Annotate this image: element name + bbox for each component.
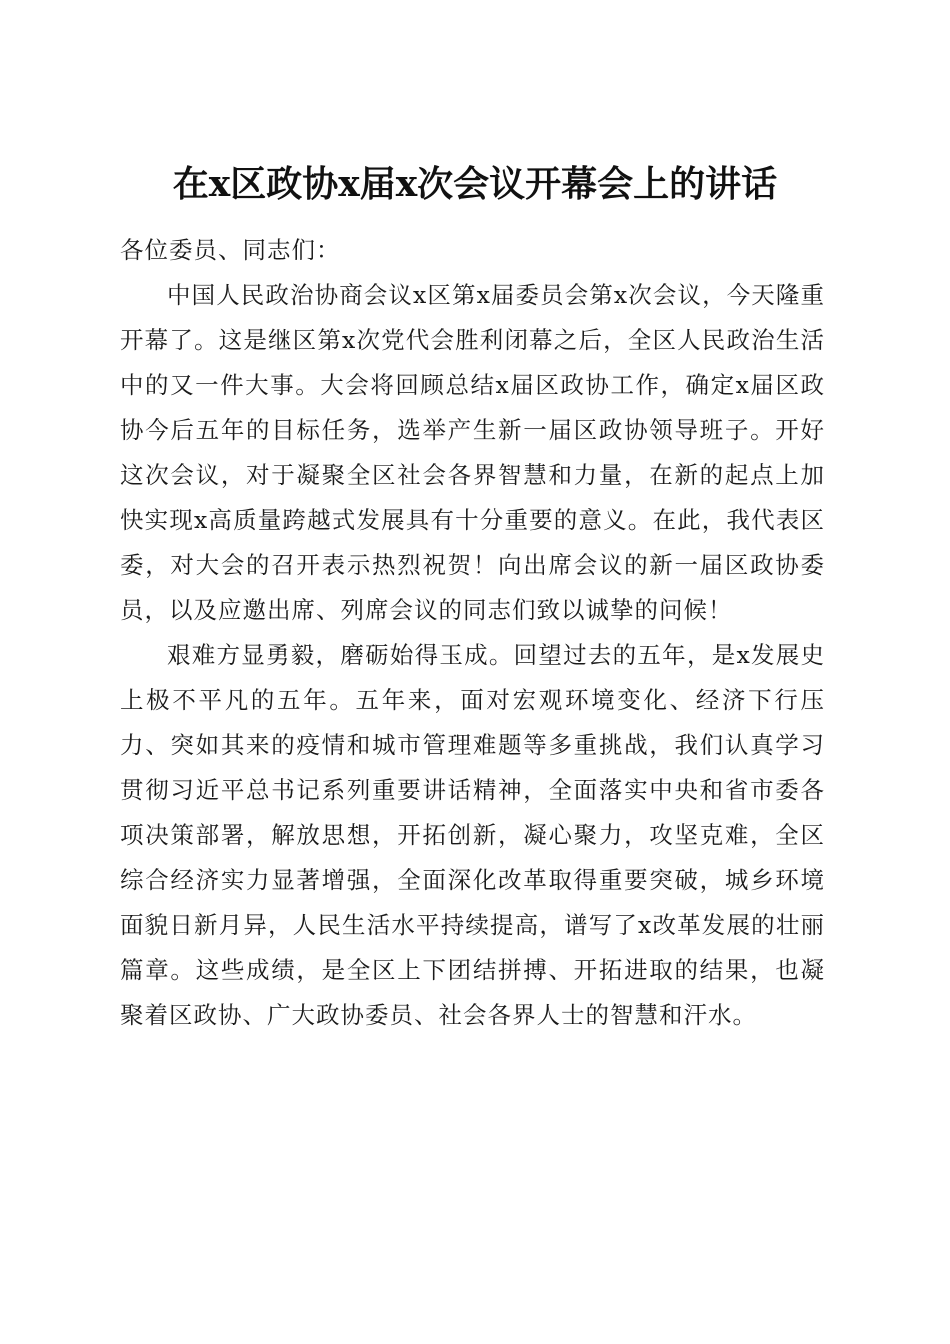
salutation: 各位委员、同志们： <box>120 236 341 264</box>
speech-body <box>120 228 825 1038</box>
page-title: 在x区政协x届x次会议开幕会上的讲话 <box>172 163 778 206</box>
paragraph-opening: 中国人民政治协商会议x区第x届委员会第x次会议，今天隆重开幕了。这是继区第x次党代会胜利闭幕之后，全区人民政治生活中的又一件大事。大会将回顾总结x届区政协工作，确定x届区政协今后五年的目标任务，选举产生新一届区政协领导班子。开好这次会议，对于凝聚全区社会各界智慧和力量，在新的起点上加快实现x高质量跨越式发展具有十分重要的意义。在此，我代表区委，对大会的召开表示热烈祝贺！向出席会议的新一届区政协委员，以及应邀出席、列席会议的同志们致以诚挚的问候！ <box>120 281 825 624</box>
paragraph-review: 艰难方显勇毅，磨砺始得玉成。回望过去的五年，是x发展史上极不平凡的五年。五年来，面对宏观环境变化、经济下行压力、突如其来的疫情和城市管理难题等多重挑战，我们认真学习贯彻习近平总书记系列重要讲话精神，全面落实中央和省市委各项决策部署，解放思想，开拓创新，凝心聚力，攻坚克难，全区综合经济实力显著增强，全面深化改革取得重要突破，城乡环境面貌日新月异，人民生活水平持续提高，谱写了x改革发展的壮丽篇章。这些成绩，是全区上下团结拼搏、开拓进取的结果，也凝聚着区政协、广大政协委员、社会各界人士的智慧和汗水。 <box>120 641 825 1029</box>
